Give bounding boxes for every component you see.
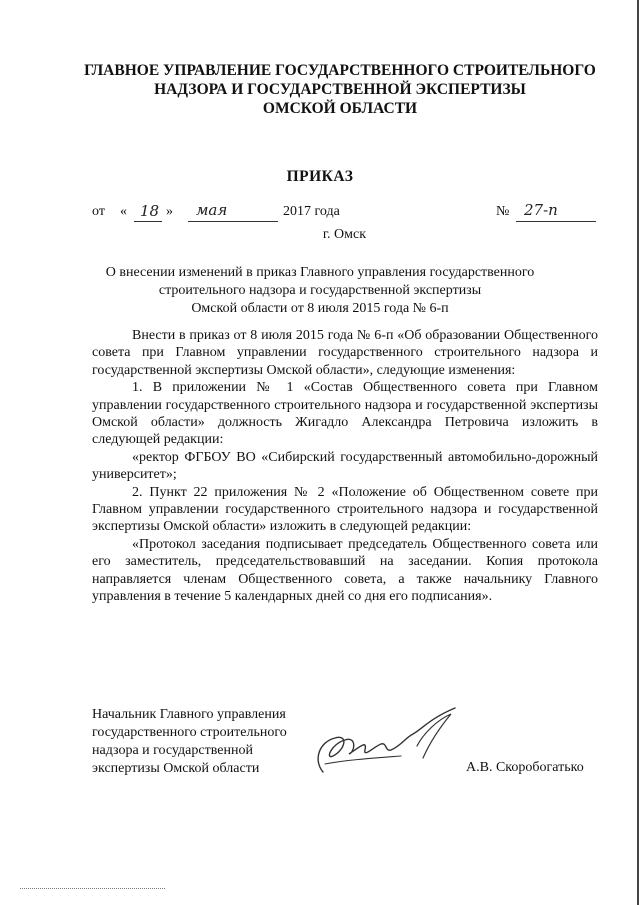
date-close-quote: » (166, 204, 173, 219)
body-intro: Внести в приказ от 8 июля 2015 года № 6-п «Об образовании Общественного совета при Главном управлении государственного строительного надзора и государственной экспертизы Омской области», следующие изменения: (92, 328, 598, 378)
page-edge-line (637, 0, 639, 905)
order-body (92, 327, 598, 606)
body-item-2-quote: «Протокол заседания подписывает председатель Общественного совета или его заместитель, председательствовавший на заседании. Копия протокола направляется членам Общественного совета, а также начальнику Главного управления в течение 5 календарных дней со дня его подписания». (92, 536, 598, 605)
bottom-scan-mark (20, 888, 165, 891)
org-line-1: ГЛАВНОЕ УПРАВЛЕНИЕ ГОСУДАРСТВЕННОГО СТРОИТЕЛЬНОГО (84, 62, 596, 79)
city: г. Омск (322, 227, 366, 242)
date-year: 2017 года (283, 204, 340, 219)
date-month: мая (196, 201, 228, 219)
position-line-3: надзора и государственной (92, 743, 253, 758)
signer-position (92, 706, 287, 778)
position-line-1: Начальник Главного управления (92, 707, 286, 722)
signer-name: А.В. Скоробогатько (466, 760, 584, 775)
date-prefix: от (92, 204, 105, 219)
document-title: ПРИКАЗ (286, 168, 354, 185)
position-line-4: экспертизы Омской области (92, 761, 260, 776)
subject-line-3: Омской области от 8 июля 2015 года № 6-п (191, 301, 449, 316)
organization-header (70, 61, 610, 118)
date-month-underline (188, 221, 278, 222)
subject-line-2: строительного надзора и государственной экспертизы (158, 283, 482, 298)
order-subject (100, 264, 540, 318)
body-item-2: 2. Пункт 22 приложения № 2 «Положение об Общественном совете при Главном управлении государственного строительного надзора и государственной экспертизы Омской области» изложить в следующей редакции: (92, 484, 598, 535)
date-day: 18 (140, 202, 160, 220)
body-item-1: 1. В приложении № 1 «Состав Общественного совета при Главном управлении государственного строительного надзора и государственной экспертизы Омской области» должность Жигадло Александра Петровича изложить в следующей редакции: (92, 380, 598, 448)
date-open-quote: « (120, 204, 127, 219)
handwritten-signature (305, 700, 475, 780)
position-line-2: государственного строительного (92, 725, 287, 740)
order-number-underline (516, 221, 596, 222)
subject-line-1: О внесении изменений в приказ Главного управления государственного (105, 265, 535, 280)
date-day-underline (134, 221, 162, 222)
body-item-1-quote: «ректор ФГБОУ ВО «Сибирский государственный автомобильно-дорожный университет»; (92, 449, 598, 483)
order-number: 27-п (524, 201, 558, 219)
order-number-label: № (496, 204, 510, 219)
org-line-3: ОМСКОЙ ОБЛАСТИ (262, 100, 418, 117)
date-number-line (92, 201, 598, 228)
org-line-2: НАДЗОРА И ГОСУДАРСТВЕННОЙ ЭКСПЕРТИЗЫ (154, 81, 526, 98)
